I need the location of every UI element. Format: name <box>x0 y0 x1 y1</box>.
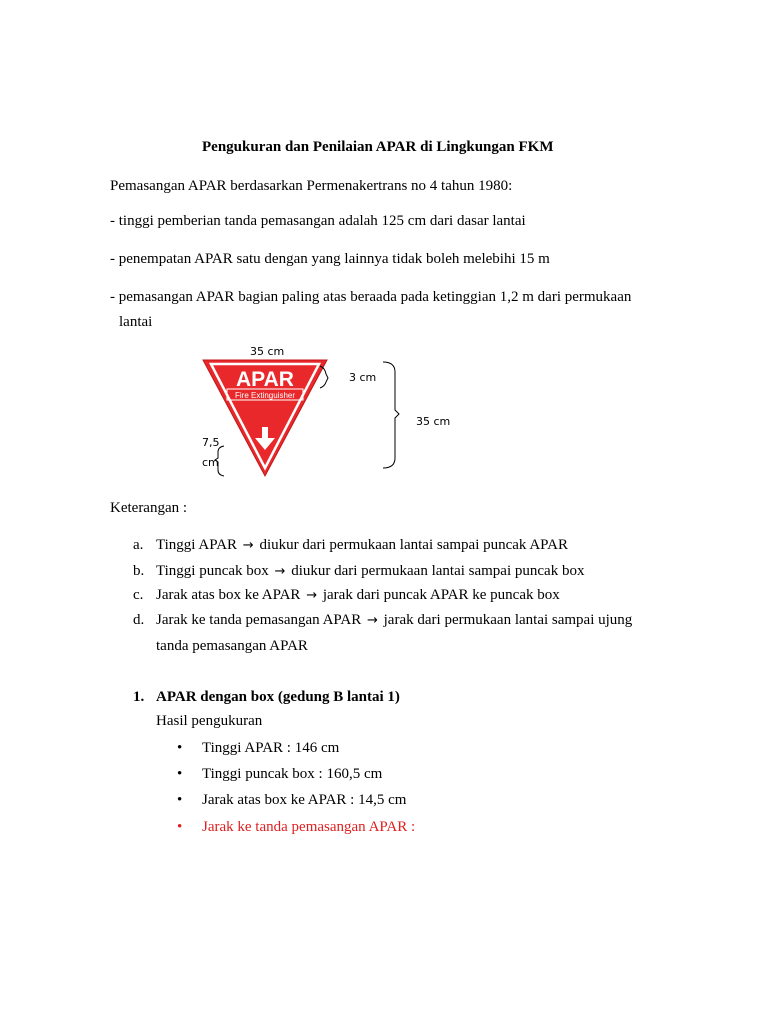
document-title: Pengukuran dan Penilaian APAR di Lingkungan FKM <box>202 139 554 155</box>
keterangan-label: Keterangan : <box>110 500 188 516</box>
arrow-right-icon: → <box>274 564 286 579</box>
rule-3-continuation: lantai <box>119 314 153 330</box>
keterangan-item-c: Jarak atas box ke APAR → jarak dari puncak APAR ke puncak box <box>156 587 560 603</box>
bullet-icon: • <box>177 740 183 756</box>
result-item: Tinggi APAR : 146 cm <box>202 740 340 756</box>
arrow-right-icon: → <box>306 588 318 603</box>
keterangan-item-d-continuation: tanda pemasangan APAR <box>156 638 308 654</box>
keterangan-marker-b: b. <box>133 563 145 579</box>
rule-2: - penempatan APAR satu dengan yang lainnya tidak boleh melebihi 15 m <box>110 251 550 267</box>
section-1-number: 1. <box>133 689 145 705</box>
arrow-right-icon: → <box>366 613 378 628</box>
bullet-icon: • <box>177 766 183 782</box>
keterangan-item-d: Jarak ke tanda pemasangan APAR → jarak dari permukaan lantai sampai ujung <box>156 612 633 628</box>
keterangan-marker-d: d. <box>133 612 145 628</box>
label-bottom-1: 7,5 <box>202 436 220 449</box>
rule-3: - pemasangan APAR bagian paling atas beraada pada ketinggian 1,2 m dari permukaan <box>110 289 632 305</box>
section-1-subheading: Hasil pengukuran <box>156 713 263 729</box>
label-bottom-2: cm <box>202 456 219 469</box>
label-top-width: 35 cm <box>250 345 285 358</box>
result-item: Jarak atas box ke APAR : 14,5 cm <box>202 792 407 808</box>
keterangan-item-b: Tinggi puncak box → diukur dari permukaan lantai sampai puncak box <box>156 563 585 579</box>
bullet-icon: • <box>177 819 183 835</box>
result-item-highlight: Jarak ke tanda pemasangan APAR : <box>202 819 416 835</box>
label-total-height: 35 cm <box>416 415 451 428</box>
sign-subtitle: Fire Extinguisher <box>234 391 296 400</box>
sign-title: APAR <box>236 368 294 391</box>
result-item: Tinggi puncak box : 160,5 cm <box>202 766 383 782</box>
bullet-icon: • <box>177 792 183 808</box>
section-1-heading: APAR dengan box (gedung B lantai 1) <box>156 689 400 705</box>
keterangan-item-a: Tinggi APAR → diukur dari permukaan lantai sampai puncak APAR <box>156 537 568 553</box>
bracket-bottom <box>215 446 224 476</box>
keterangan-marker-c: c. <box>133 587 144 603</box>
rule-1: - tinggi pemberian tanda pemasangan adalah 125 cm dari dasar lantai <box>110 213 526 229</box>
keterangan-marker-a: a. <box>133 537 144 553</box>
bracket-total <box>383 362 399 468</box>
intro-text: Pemasangan APAR berdasarkan Permenakertrans no 4 tahun 1980: <box>110 178 513 194</box>
label-band-height: 3 cm <box>349 371 377 384</box>
apar-sign-diagram <box>195 352 415 482</box>
arrow-right-icon: → <box>242 538 254 553</box>
